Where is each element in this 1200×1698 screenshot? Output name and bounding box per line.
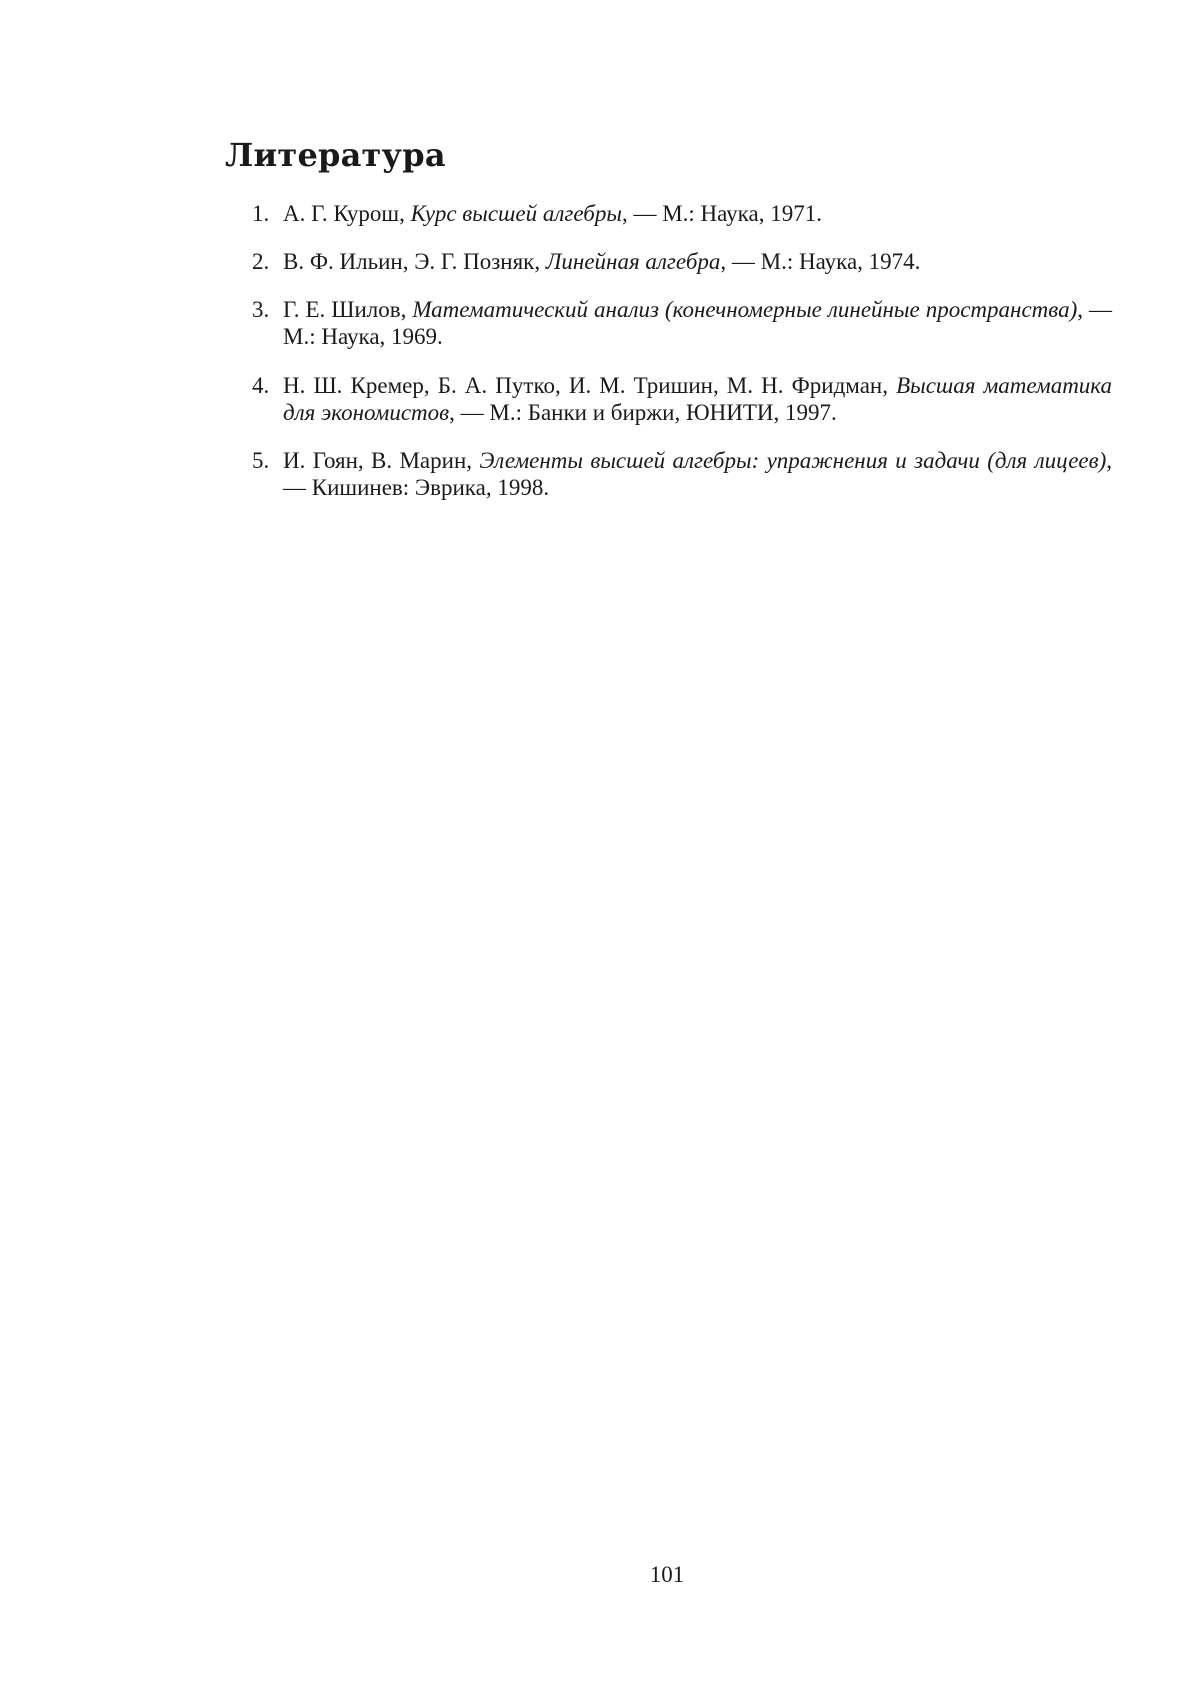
reference-publisher: , — М.: Наука, 1969. xyxy=(283,297,1112,350)
reference-number: 2. xyxy=(252,249,270,275)
reference-item xyxy=(252,200,1112,227)
reference-item xyxy=(252,248,1112,275)
reference-authors: Г. Е. Шилов, xyxy=(283,297,413,323)
reference-number: 5. xyxy=(252,447,270,473)
reference-publisher: , — М.: Банки и биржи, ЮНИТИ, 1997. xyxy=(449,399,837,425)
reference-authors: Н. Ш. Кремер, Б. А. Путко, И. М. Тришин, М. Н. Фридман, xyxy=(283,372,897,398)
reference-title: Высшая математика для экономистов xyxy=(283,372,1112,425)
reference-title: Линейная алгебра xyxy=(545,249,721,275)
reference-item xyxy=(252,447,1112,501)
reference-authors: А. Г. Курош, xyxy=(283,201,411,226)
section-heading: Литература xyxy=(225,136,446,174)
reference-number: 1. xyxy=(252,201,270,226)
reference-list xyxy=(252,200,1112,522)
reference-item xyxy=(252,296,1112,350)
reference-publisher: , — М.: Наука, 1971. xyxy=(621,201,822,226)
reference-number: 3. xyxy=(252,297,270,323)
reference-title: Элементы высшей алгебры: упражнения и задачи (для лицеев) xyxy=(479,447,1107,473)
reference-authors: И. Гоян, В. Марин, xyxy=(283,447,480,473)
reference-title: Курс высшей алгебры xyxy=(410,201,622,226)
reference-authors: В. Ф. Ильин, Э. Г. Позняк, xyxy=(283,249,546,275)
reference-publisher: , — М.: Наука, 1974. xyxy=(720,249,921,275)
reference-number: 4. xyxy=(252,372,270,398)
reference-title: Математический анализ (конечномерные линейные пространства) xyxy=(412,297,1078,323)
page-number: 101 xyxy=(649,1562,685,1587)
reference-item xyxy=(252,372,1112,426)
reference-publisher: , — Кишинев: Эврика, 1998. xyxy=(283,447,1113,500)
